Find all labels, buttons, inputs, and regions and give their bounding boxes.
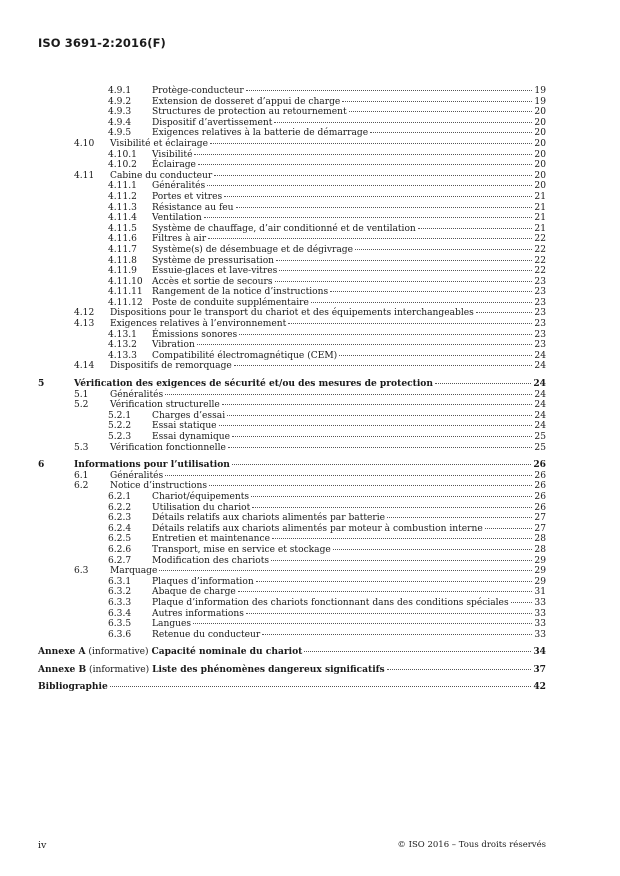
toc-entry-page: 24 (534, 421, 546, 432)
toc-entry-number: 5.1 (74, 389, 89, 400)
toc-dot-leader (476, 312, 533, 313)
toc-entry-number: 4.11.2 (108, 191, 137, 202)
toc-entry-page: 26 (533, 459, 546, 471)
toc-entry-title: Compatibilité électromagnétique (CEM) (152, 350, 338, 361)
toc-dot-leader (159, 570, 532, 571)
toc-entry-page: 20 (534, 128, 546, 139)
toc-entry-number: 5 (38, 378, 45, 390)
toc-entry-title: Généralités (110, 389, 164, 400)
toc-entry-number: 6.3.2 (108, 587, 132, 598)
toc-entry-page: 26 (534, 481, 546, 492)
toc-entry[interactable] (38, 432, 546, 443)
toc-dot-leader (342, 101, 532, 102)
toc-entry[interactable] (38, 107, 546, 118)
toc-entry-number: 4.11.8 (108, 255, 137, 266)
toc-entry-number: 6.3.4 (108, 608, 132, 619)
toc-entry[interactable] (38, 319, 546, 330)
toc-entry-number: 6.2 (74, 481, 89, 492)
toc-entry[interactable] (38, 351, 546, 362)
toc-dot-leader (304, 651, 531, 652)
toc-entry-title: Essai statique (152, 421, 217, 432)
toc-entry[interactable] (38, 534, 546, 545)
toc-entry-page: 27 (534, 513, 546, 524)
toc-annex-label: Bibliographie (38, 681, 108, 693)
toc-dot-leader (370, 132, 532, 133)
toc-entry-page: 26 (534, 502, 546, 513)
toc-dot-leader (238, 591, 533, 592)
toc-entry-number: 6.2.2 (108, 502, 132, 513)
toc-dot-leader (207, 185, 532, 186)
toc-annex-label: Annexe A (38, 646, 86, 658)
toc-entry-title: Exigences relatives à l’environnement (110, 319, 287, 330)
toc-entry-number: 4.11.6 (108, 234, 137, 245)
toc-entry[interactable] (38, 400, 546, 411)
toc-entry[interactable] (38, 556, 546, 567)
toc-entry[interactable] (38, 598, 546, 609)
toc-entry-title: Langues (152, 619, 192, 630)
toc-dot-leader (251, 496, 532, 497)
toc-entry[interactable] (38, 630, 546, 641)
toc-entry[interactable] (38, 390, 546, 401)
toc-dot-leader (311, 302, 533, 303)
toc-annex-qualifier: (informative) (85, 647, 152, 658)
toc-entry[interactable] (38, 647, 546, 658)
toc-dot-leader (194, 154, 532, 155)
toc-entry-number: 4.11.1 (108, 181, 137, 192)
toc-entry-title: Charges d’essai (152, 410, 226, 421)
toc-dot-leader (165, 475, 532, 476)
toc-entry-title: Système(s) de désembuage et de dégivrage (152, 244, 353, 255)
toc-entry-number: 5.2 (74, 400, 89, 411)
toc-entry-page: 28 (534, 544, 546, 555)
toc-annex-label: Annexe B (38, 663, 87, 675)
toc-dot-leader (208, 238, 532, 239)
toc-entry-title: Cabine du conducteur (110, 170, 213, 181)
toc-entry[interactable] (38, 566, 546, 577)
toc-entry-title: Visibilité et éclairage (110, 138, 208, 149)
toc-entry-page: 29 (534, 566, 546, 577)
toc-entry[interactable] (38, 421, 546, 432)
toc-entry[interactable] (38, 524, 546, 535)
toc-entry-number: 6.3.5 (108, 619, 132, 630)
toc-entry-title: Abaque de charge (152, 587, 236, 598)
toc-entry-number: 4.11.4 (108, 213, 137, 224)
toc-entry-number: 4.9.3 (108, 107, 132, 118)
toc-dot-leader (276, 260, 532, 261)
toc-entry[interactable] (38, 545, 546, 556)
toc-dot-leader (224, 196, 532, 197)
toc-entry-page: 37 (533, 663, 546, 675)
toc-entry[interactable] (38, 492, 546, 503)
toc-entry[interactable] (38, 97, 546, 108)
toc-entry[interactable] (38, 192, 546, 203)
toc-dot-leader (110, 686, 532, 687)
toc-entry-title: Filtres à air (152, 234, 207, 245)
toc-entry-page: 20 (534, 160, 546, 171)
toc-entry[interactable] (38, 379, 546, 390)
toc-entry[interactable] (38, 256, 546, 267)
toc-entry-number: 4.11.10 (108, 276, 143, 287)
document-header-id: ISO 3691-2:2016(F) (38, 36, 166, 50)
toc-entry-number: 6.3.1 (108, 576, 132, 587)
toc-entry-page: 23 (534, 297, 546, 308)
toc-entry-number: 4.9.5 (108, 128, 132, 139)
toc-entry[interactable] (38, 503, 546, 514)
toc-entry-page: 28 (534, 534, 546, 545)
toc-entry-number: 4.11 (74, 170, 95, 181)
toc-entry-page: 26 (534, 470, 546, 481)
toc-entry-title: Transport, mise en service et stockage (152, 544, 331, 555)
table-of-contents (38, 86, 546, 693)
toc-dot-leader (197, 344, 533, 345)
toc-dot-leader (256, 581, 533, 582)
toc-entry[interactable] (38, 160, 546, 171)
toc-entry[interactable] (38, 587, 546, 598)
toc-entry-number: 4.9.1 (108, 86, 132, 96)
toc-entry-page: 22 (534, 266, 546, 277)
toc-entry-title: Essai dynamique (152, 432, 231, 442)
toc-entry-number: 6.2.3 (108, 513, 132, 524)
toc-entry-title: Essuie-glaces et lave-vitres (152, 266, 278, 277)
toc-dot-leader (262, 634, 532, 635)
toc-entry-page: 23 (534, 329, 546, 340)
toc-entry-page: 19 (534, 96, 546, 107)
toc-entry-title: Plaques d’information (152, 576, 254, 587)
toc-entry-title: Poste de conduite supplémentaire (152, 297, 309, 308)
toc-entry-number: 4.11.11 (108, 287, 143, 298)
toc-entry-title (38, 647, 302, 658)
toc-entry-page: 23 (534, 340, 546, 351)
toc-entry[interactable] (38, 213, 546, 224)
toc-entry-title: Chariot/équipements (152, 491, 250, 502)
toc-entry[interactable] (38, 118, 546, 129)
toc-entry[interactable] (38, 150, 546, 161)
toc-entry-page: 26 (534, 491, 546, 502)
toc-entry[interactable] (38, 619, 546, 630)
toc-entry-page: 33 (534, 629, 546, 640)
toc-dot-leader (227, 415, 532, 416)
toc-entry-page: 22 (534, 244, 546, 255)
toc-entry-page: 21 (534, 191, 546, 202)
toc-entry-title: Portes et vitres (152, 191, 223, 202)
toc-entry-page: 20 (534, 107, 546, 118)
toc-entry-number: 6.2.1 (108, 491, 132, 502)
toc-entry-page: 20 (534, 138, 546, 149)
toc-entry-title: Modification des chariots (152, 555, 270, 566)
toc-dot-leader (219, 425, 533, 426)
toc-dot-leader (387, 517, 532, 518)
toc-entry[interactable] (38, 128, 546, 139)
toc-entry[interactable] (38, 411, 546, 422)
toc-entry[interactable] (38, 682, 546, 693)
toc-entry-title: Informations pour l’utilisation (74, 459, 230, 471)
toc-entry-title: Structures de protection au retournement (152, 107, 347, 118)
toc-entry-page: 24 (534, 410, 546, 421)
toc-entry-page: 24 (534, 400, 546, 411)
toc-entry-page: 25 (534, 432, 546, 442)
toc-entry-number: 4.9.4 (108, 117, 132, 128)
toc-entry-number: 6.2.7 (108, 555, 132, 566)
toc-entry-number: 4.11.12 (108, 297, 143, 308)
toc-entry-number: 4.11.5 (108, 223, 137, 234)
toc-entry-title: Exigences relatives à la batterie de démarrage (152, 128, 369, 139)
toc-entry[interactable] (38, 513, 546, 524)
toc-entry-number: 5.2.2 (108, 421, 132, 432)
toc-entry-number: 4.11.7 (108, 244, 137, 255)
toc-entry-page: 21 (534, 223, 546, 234)
toc-entry-page: 20 (534, 117, 546, 128)
toc-entry-title: Généralités (152, 181, 206, 192)
toc-entry-page: 21 (534, 213, 546, 224)
toc-entry[interactable] (38, 471, 546, 482)
toc-entry-title: Vérification des exigences de sécurité et/ou des mesures de protection (74, 378, 433, 390)
toc-entry-number: 4.10.2 (108, 160, 137, 171)
toc-entry[interactable] (38, 609, 546, 620)
toc-dot-leader (252, 507, 532, 508)
toc-entry[interactable] (38, 86, 546, 97)
toc-dot-leader (204, 217, 533, 218)
toc-entry-title: Généralités (110, 470, 164, 481)
toc-entry-page: 22 (534, 234, 546, 245)
toc-entry-number: 4.10 (74, 138, 95, 149)
toc-entry-page: 22 (534, 255, 546, 266)
toc-entry-number: 5.2.3 (108, 432, 132, 442)
toc-dot-leader (193, 623, 532, 624)
toc-entry[interactable] (38, 266, 546, 277)
toc-entry-page: 24 (534, 389, 546, 400)
toc-entry-title (38, 665, 385, 676)
toc-entry[interactable] (38, 308, 546, 319)
toc-dot-leader (274, 122, 532, 123)
toc-entry-title (38, 682, 108, 693)
toc-entry[interactable] (38, 330, 546, 341)
toc-entry-title: Détails relatifs aux chariots alimentés par moteur à combustion interne (152, 523, 483, 534)
toc-entry-page: 23 (534, 308, 546, 319)
toc-entry-title: Système de chauffage, d’air conditionné et de ventilation (152, 223, 416, 234)
toc-entry-page: 34 (533, 646, 546, 658)
toc-entry-page: 24 (534, 361, 546, 372)
toc-entry-title: Dispositif d’avertissement (152, 117, 273, 128)
toc-entry[interactable] (38, 340, 546, 351)
toc-dot-leader (232, 464, 531, 465)
toc-entry-title: Vibration (152, 340, 195, 351)
toc-entry-page: 20 (534, 181, 546, 192)
toc-dot-leader (511, 602, 533, 603)
toc-entry-page: 24 (534, 350, 546, 361)
toc-entry[interactable] (38, 481, 546, 492)
toc-dot-leader (418, 228, 533, 229)
toc-entry-page: 33 (534, 619, 546, 630)
toc-entry-page: 29 (534, 576, 546, 587)
toc-dot-leader (239, 334, 532, 335)
toc-entry-title: Utilisation du chariot (152, 502, 251, 513)
toc-entry-number: 4.10.1 (108, 149, 137, 160)
toc-annex-qualifier: (informative) (86, 664, 153, 675)
footer-page-number: iv (38, 840, 47, 851)
toc-entry[interactable] (38, 298, 546, 309)
toc-entry-page: 23 (534, 287, 546, 298)
toc-entry[interactable] (38, 361, 546, 372)
toc-dot-leader (485, 528, 533, 529)
toc-entry-title: Retenue du conducteur (152, 629, 261, 640)
toc-dot-leader (349, 111, 533, 112)
toc-entry-page: 23 (534, 276, 546, 287)
toc-dot-leader (165, 394, 532, 395)
toc-entry-number: 6.3.3 (108, 597, 132, 608)
toc-entry-number: 4.12 (74, 308, 95, 319)
toc-entry-title: Système de pressurisation (152, 255, 275, 266)
toc-entry-page: 33 (534, 597, 546, 608)
toc-entry-title: Vérification structurelle (110, 400, 220, 411)
toc-entry[interactable] (38, 203, 546, 214)
toc-entry[interactable] (38, 171, 546, 182)
toc-entry-number: 5.3 (74, 442, 89, 453)
toc-entry-number: 4.9.2 (108, 96, 132, 107)
toc-entry-number: 5.2.1 (108, 410, 132, 421)
toc-dot-leader (236, 207, 533, 208)
toc-entry-title: Éclairage (152, 160, 196, 171)
toc-entry-page: 27 (534, 523, 546, 534)
toc-dot-leader (279, 270, 532, 271)
toc-dot-leader (228, 447, 533, 448)
toc-entry-number: 4.11.3 (108, 202, 137, 213)
toc-dot-leader (234, 365, 533, 366)
toc-entry-title: Détails relatifs aux chariots alimentés par batterie (152, 513, 386, 524)
toc-entry-page: 21 (534, 202, 546, 213)
toc-entry-page: 20 (534, 149, 546, 160)
toc-entry-page: 23 (534, 319, 546, 330)
toc-entry-number: 6.1 (74, 470, 89, 481)
toc-entry[interactable] (38, 245, 546, 256)
toc-entry-title: Notice d’instructions (110, 481, 208, 492)
toc-annex-title: Capacité nominale du chariot (151, 646, 303, 658)
toc-entry[interactable] (38, 287, 546, 298)
toc-entry[interactable] (38, 665, 546, 676)
toc-entry-number: 4.11.9 (108, 266, 137, 277)
toc-entry[interactable] (38, 181, 546, 192)
toc-dot-leader (210, 143, 532, 144)
toc-entry-title: Protège-conducteur (152, 86, 244, 96)
toc-entry-title: Dispositions pour le transport du chariot et des équipements interchangeables (110, 308, 474, 319)
toc-entry-number: 6 (38, 459, 45, 471)
toc-dot-leader (209, 485, 532, 486)
toc-dot-leader (288, 323, 532, 324)
toc-dot-leader (271, 560, 532, 561)
toc-dot-leader (198, 164, 532, 165)
toc-entry-title: Résistance au feu (152, 202, 234, 213)
toc-entry-number: 6.3.6 (108, 629, 132, 640)
toc-entry-number: 6.3 (74, 566, 89, 577)
toc-entry-number: 4.14 (74, 361, 95, 372)
toc-entry[interactable] (38, 139, 546, 150)
toc-entry-number: 6.2.6 (108, 544, 132, 555)
toc-entry[interactable] (38, 443, 546, 454)
toc-dot-leader (246, 90, 533, 91)
toc-dot-leader (272, 538, 532, 539)
toc-dot-leader (387, 669, 532, 670)
toc-entry-page: 42 (533, 681, 546, 693)
toc-entry-number: 4.13.1 (108, 329, 137, 340)
toc-entry-title: Ventilation (152, 213, 202, 224)
toc-dot-leader (355, 249, 532, 250)
toc-entry-title: Vérification fonctionnelle (110, 442, 226, 453)
toc-dot-leader (275, 281, 533, 282)
toc-dot-leader (214, 175, 532, 176)
footer-copyright: © ISO 2016 – Tous droits réservés (397, 840, 546, 850)
toc-entry-number: 6.2.4 (108, 523, 132, 534)
toc-entry[interactable] (38, 277, 546, 288)
toc-entry-title: Extension de dosseret d’appui de charge (152, 96, 341, 107)
toc-entry-title: Autres informations (152, 608, 244, 619)
toc-entry-title: Dispositifs de remorquage (110, 361, 232, 372)
toc-entry-title: Visibilité (152, 149, 193, 160)
toc-entry[interactable] (38, 460, 546, 471)
toc-entry-number: 6.2.5 (108, 534, 132, 545)
toc-entry-title: Rangement de la notice d’instructions (152, 287, 329, 298)
toc-dot-leader (339, 355, 532, 356)
toc-entry-number: 4.13.2 (108, 340, 137, 351)
toc-entry-page: 24 (533, 378, 546, 390)
toc-entry-title: Émissions sonores (152, 329, 238, 340)
toc-dot-leader (333, 549, 533, 550)
toc-entry[interactable] (38, 234, 546, 245)
toc-dot-leader (232, 436, 532, 437)
toc-entry-number: 4.13 (74, 319, 95, 330)
toc-annex-title: Liste des phénomènes dangereux significatifs (152, 663, 385, 675)
toc-dot-leader (435, 383, 531, 384)
toc-entry-page: 19 (534, 86, 546, 96)
toc-entry-title: Marquage (110, 566, 158, 577)
toc-entry[interactable] (38, 224, 546, 235)
toc-entry-number: 4.13.3 (108, 350, 137, 361)
toc-dot-leader (330, 291, 532, 292)
toc-entry-page: 25 (534, 442, 546, 453)
toc-entry-title: Plaque d’information des chariots fonctionnant dans des conditions spéciales (152, 597, 509, 608)
toc-entry-page: 29 (534, 555, 546, 566)
toc-entry-page: 31 (534, 587, 546, 598)
toc-entry-page: 20 (534, 170, 546, 181)
toc-entry-title: Accès et sortie de secours (152, 276, 273, 287)
toc-entry-page: 33 (534, 608, 546, 619)
toc-dot-leader (222, 404, 533, 405)
toc-entry-title: Entretien et maintenance (152, 534, 270, 545)
toc-dot-leader (246, 613, 532, 614)
toc-entry[interactable] (38, 577, 546, 588)
